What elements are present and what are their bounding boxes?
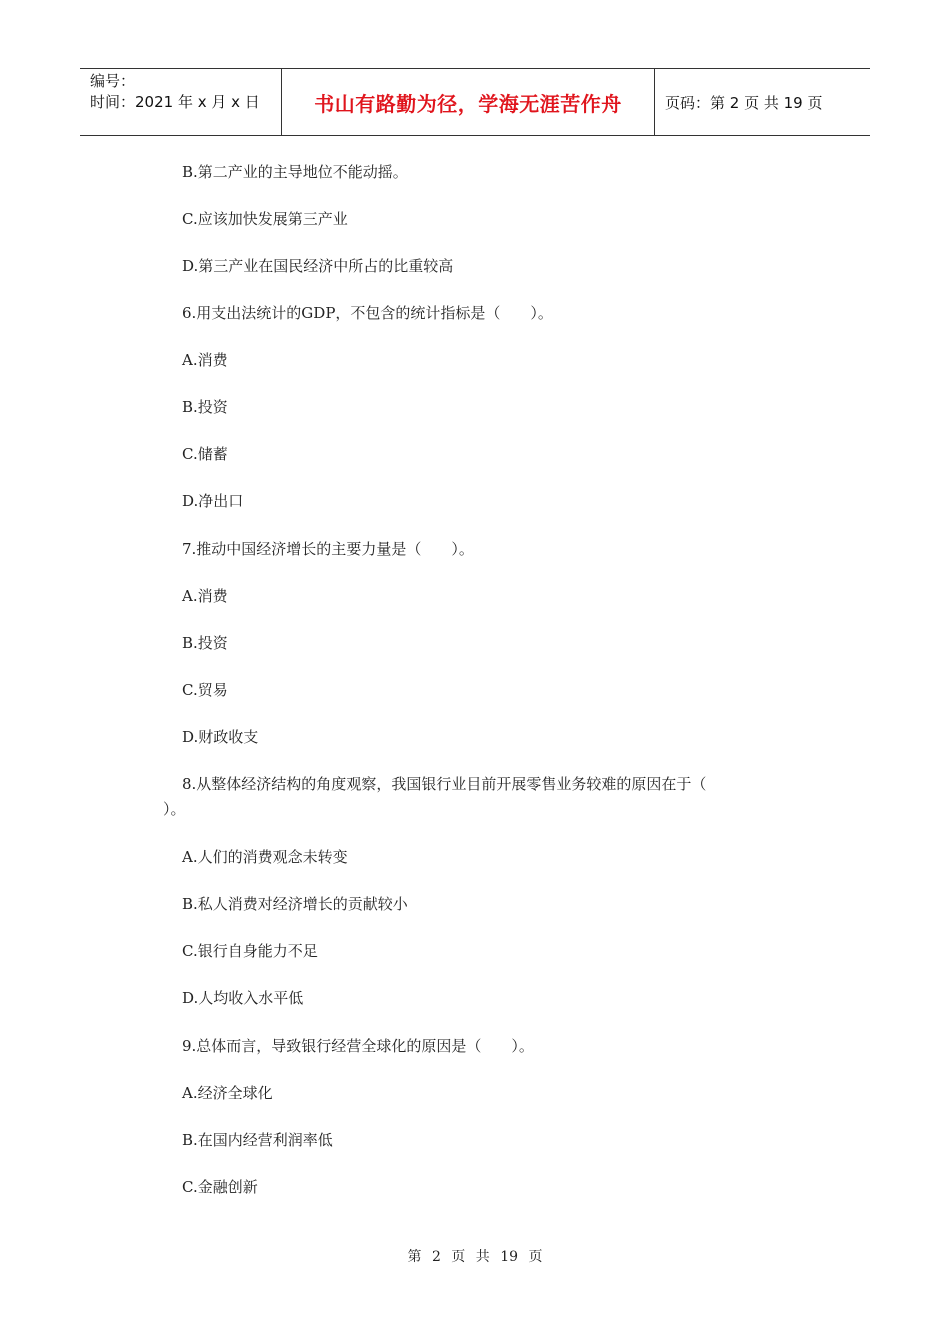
header-motto-cell (282, 69, 655, 135)
option-line: D.财政收支 (182, 728, 259, 746)
header-page-info: 页码：第 2 页 共 19 页 (665, 93, 823, 112)
header-meta (80, 69, 282, 135)
question-line: 6.用支出法统计的GDP，不包含的统计指标是（ ）。 (182, 304, 553, 322)
option-line: A.消费 (182, 351, 228, 369)
page-footer: 第 2 页 共 19 页 (407, 1249, 543, 1265)
option-line: C.应该加快发展第三产业 (182, 210, 348, 228)
header-page-info-cell (655, 69, 870, 135)
question-line: 8.从整体经济结构的角度观察，我国银行业目前开展零售业务较难的原因在于（ (182, 775, 707, 793)
option-line: C.金融创新 (182, 1178, 258, 1196)
document-number-label: 编号： (90, 72, 136, 90)
option-line: B.在国内经营利润率低 (182, 1131, 333, 1149)
option-line: B.私人消费对经济增长的贡献较小 (182, 895, 408, 913)
option-line: B.投资 (182, 398, 228, 416)
option-line: B.第二产业的主导地位不能动摇。 (182, 163, 408, 181)
document-time: 时间：2021 年 x 月 x 日 (90, 93, 260, 111)
option-line: D.净出口 (182, 492, 244, 510)
option-line: A.经济全球化 (182, 1084, 273, 1102)
header-motto: 书山有路勤为径，学海无涯苦作舟 (314, 91, 622, 116)
option-line: C.银行自身能力不足 (182, 942, 318, 960)
option-line: B.投资 (182, 634, 228, 652)
question-line-continuation: ）。 (163, 800, 186, 818)
option-line: A.消费 (182, 587, 228, 605)
option-line: C.贸易 (182, 681, 228, 699)
question-line: 9.总体而言，导致银行经营全球化的原因是（ ）。 (182, 1037, 534, 1055)
question-line: 7.推动中国经济增长的主要力量是（ ）。 (182, 540, 474, 558)
option-line: D.第三产业在国民经济中所占的比重较高 (182, 257, 454, 275)
option-line: C.储蓄 (182, 445, 228, 463)
option-line: A.人们的消费观念未转变 (182, 848, 348, 866)
page-header (80, 68, 870, 136)
option-line: D.人均收入水平低 (182, 989, 304, 1007)
